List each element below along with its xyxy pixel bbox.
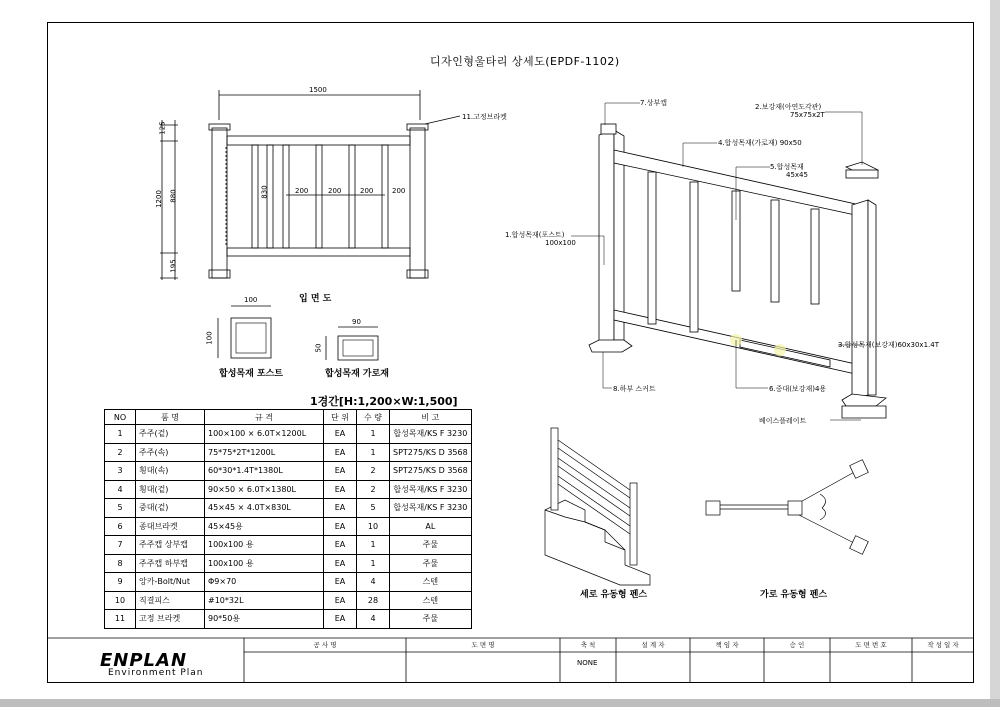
cell-qty: 4 (357, 610, 390, 629)
dim-spacing-4: 200 (392, 187, 406, 195)
cell-spec: 45×45용 (205, 517, 324, 536)
cell-unit: EA (324, 480, 357, 499)
dim-total: 1200 (154, 190, 163, 208)
dim-mid: 880 (169, 189, 178, 203)
dim-top: 125 (158, 121, 167, 135)
cell-unit: EA (324, 554, 357, 573)
label-top-cap: 7.상부캡 (640, 99, 667, 107)
tb-date: 작 성 일 자 (927, 641, 959, 649)
dim-spacing-3: 200 (360, 187, 374, 195)
tb-manager: 책 임 자 (715, 641, 739, 649)
caption-vertical-fence: 세로 유동형 펜스 (580, 590, 648, 600)
label-reinforcement: 2.보강재(아연도각관) (755, 103, 822, 111)
header-name: 품 명 (136, 410, 205, 425)
cell-spec: 45×45 × 4.0T×830L (205, 499, 324, 518)
cell-spec: Φ9×70 (205, 573, 324, 592)
cell-name: 주주캡 상부캡 (136, 536, 205, 555)
label-lower-reinforcement: 3.합성목재(보강재)60x30x1.4T (838, 341, 939, 349)
tb-approval: 승 인 (789, 641, 805, 649)
label-baluster: 5.합성목재 (770, 163, 804, 171)
cell-spec: 100x100 용 (205, 554, 324, 573)
cell-no: 11 (105, 610, 136, 629)
dim-spacing-1: 200 (295, 187, 309, 195)
rail-caption: 합성목재 가로재 (325, 369, 389, 379)
cell-remark: 합성목재/KS F 3230 (390, 499, 472, 518)
tb-drawing-number: 도 면 번 호 (855, 641, 887, 649)
cell-remark: 주물 (390, 554, 472, 573)
cell-name: 횡대(겉) (136, 480, 205, 499)
cell-no: 3 (105, 462, 136, 481)
bracket-label: 11.고정브라켓 (462, 113, 507, 121)
cell-spec: 90*50용 (205, 610, 324, 629)
cell-spec: 75*75*2T*1200L (205, 443, 324, 462)
cell-spec: 90×50 × 6.0T×1380L (205, 480, 324, 499)
cell-qty: 1 (357, 425, 390, 444)
cell-remark: 합성목재/KS F 3230 (390, 425, 472, 444)
enplan-logo: ENPLAN (100, 650, 188, 671)
cell-qty: 1 (357, 536, 390, 555)
cell-remark: 주물 (390, 610, 472, 629)
cell-qty: 1 (357, 443, 390, 462)
label-post: 1.합성목재(포스트) (505, 231, 565, 239)
cell-remark: SPT275/KS D 3568 (390, 443, 472, 462)
cell-spec: 100x100 용 (205, 536, 324, 555)
cell-remark: 주물 (390, 536, 472, 555)
elevation-caption: 입 면 도 (299, 294, 332, 304)
logo-subtitle: Environment Plan (108, 668, 204, 678)
cell-no: 10 (105, 591, 136, 610)
cell-name: 횡대(속) (136, 462, 205, 481)
tb-scale-value: NONE (577, 659, 598, 667)
cell-no: 8 (105, 554, 136, 573)
post-height: 100 (205, 331, 214, 345)
dim-bottom: 195 (169, 259, 178, 273)
rail-height: 50 (314, 343, 323, 353)
cell-name: 중대(겉) (136, 499, 205, 518)
drawing-title: 디자인형울타리 상세도(EPDF-1102) (430, 55, 620, 68)
cell-qty: 10 (357, 517, 390, 536)
cell-no: 6 (105, 517, 136, 536)
cell-qty: 4 (357, 573, 390, 592)
header-spec: 규 격 (205, 410, 324, 425)
cell-unit: EA (324, 462, 357, 481)
cell-unit: EA (324, 591, 357, 610)
cell-name: 직결피스 (136, 591, 205, 610)
cell-unit: EA (324, 425, 357, 444)
cell-no: 7 (105, 536, 136, 555)
label-baluster-size: 45x45 (786, 171, 808, 179)
header-qty: 수 량 (357, 410, 390, 425)
label-mid-rail: 6.중대(보강재)4용 (769, 385, 827, 393)
dim-spacing-2: 200 (328, 187, 342, 195)
cell-name: 고정 브라켓 (136, 610, 205, 629)
cell-qty: 2 (357, 480, 390, 499)
span-spec-title: 1경간[H:1,200×W:1,500] (310, 395, 458, 408)
cell-name: 주주캡 하부캡 (136, 554, 205, 573)
label-base-plate: 베이스플레이트 (759, 417, 807, 425)
tb-project-name: 공 사 명 (313, 641, 337, 649)
cell-qty: 28 (357, 591, 390, 610)
label-bottom-cap: 8.하부 스커트 (613, 385, 656, 393)
cell-unit: EA (324, 536, 357, 555)
cell-spec: 60*30*1.4T*1380L (205, 462, 324, 481)
cell-remark: AL (390, 517, 472, 536)
cell-qty: 2 (357, 462, 390, 481)
cell-remark: 스텐 (390, 591, 472, 610)
cell-unit: EA (324, 517, 357, 536)
label-reinforcement-size: 75x75x2T (790, 111, 825, 119)
cell-remark: 스텐 (390, 573, 472, 592)
cell-qty: 5 (357, 499, 390, 518)
cell-name: 주주(겉) (136, 425, 205, 444)
cell-name: 앙카-Bolt/Nut (136, 573, 205, 592)
caption-horizontal-fence: 가로 유동형 펜스 (760, 590, 828, 600)
post-caption: 합성목재 포스트 (219, 369, 283, 379)
post-width: 100 (244, 296, 258, 304)
cell-no: 2 (105, 443, 136, 462)
label-rail: 4.합성목재(가로재) 90x50 (718, 139, 802, 147)
cell-unit: EA (324, 443, 357, 462)
label-post-size: 100x100 (545, 239, 576, 247)
cell-no: 5 (105, 499, 136, 518)
tb-scale: 축 척 (580, 641, 596, 649)
header-no: NO (105, 410, 136, 425)
cell-name: 종대브라켓 (136, 517, 205, 536)
dim-post: 830 (260, 185, 269, 199)
header-remark: 비 고 (390, 410, 472, 425)
cell-unit: EA (324, 499, 357, 518)
tb-drawing-name: 도 면 명 (471, 641, 495, 649)
cell-spec: 100×100 × 6.0T×1200L (205, 425, 324, 444)
cell-remark: 합성목재/KS F 3230 (390, 480, 472, 499)
cell-unit: EA (324, 573, 357, 592)
tb-designer: 설 계 자 (641, 641, 665, 649)
cell-no: 4 (105, 480, 136, 499)
cell-no: 1 (105, 425, 136, 444)
cell-qty: 1 (357, 554, 390, 573)
cell-remark: SPT275/KS D 3568 (390, 462, 472, 481)
cell-unit: EA (324, 610, 357, 629)
rail-width: 90 (352, 318, 361, 326)
dim-width: 1500 (309, 86, 327, 94)
cell-spec: #10*32L (205, 591, 324, 610)
cell-no: 9 (105, 573, 136, 592)
header-unit: 단 위 (324, 410, 357, 425)
cell-name: 주주(속) (136, 443, 205, 462)
